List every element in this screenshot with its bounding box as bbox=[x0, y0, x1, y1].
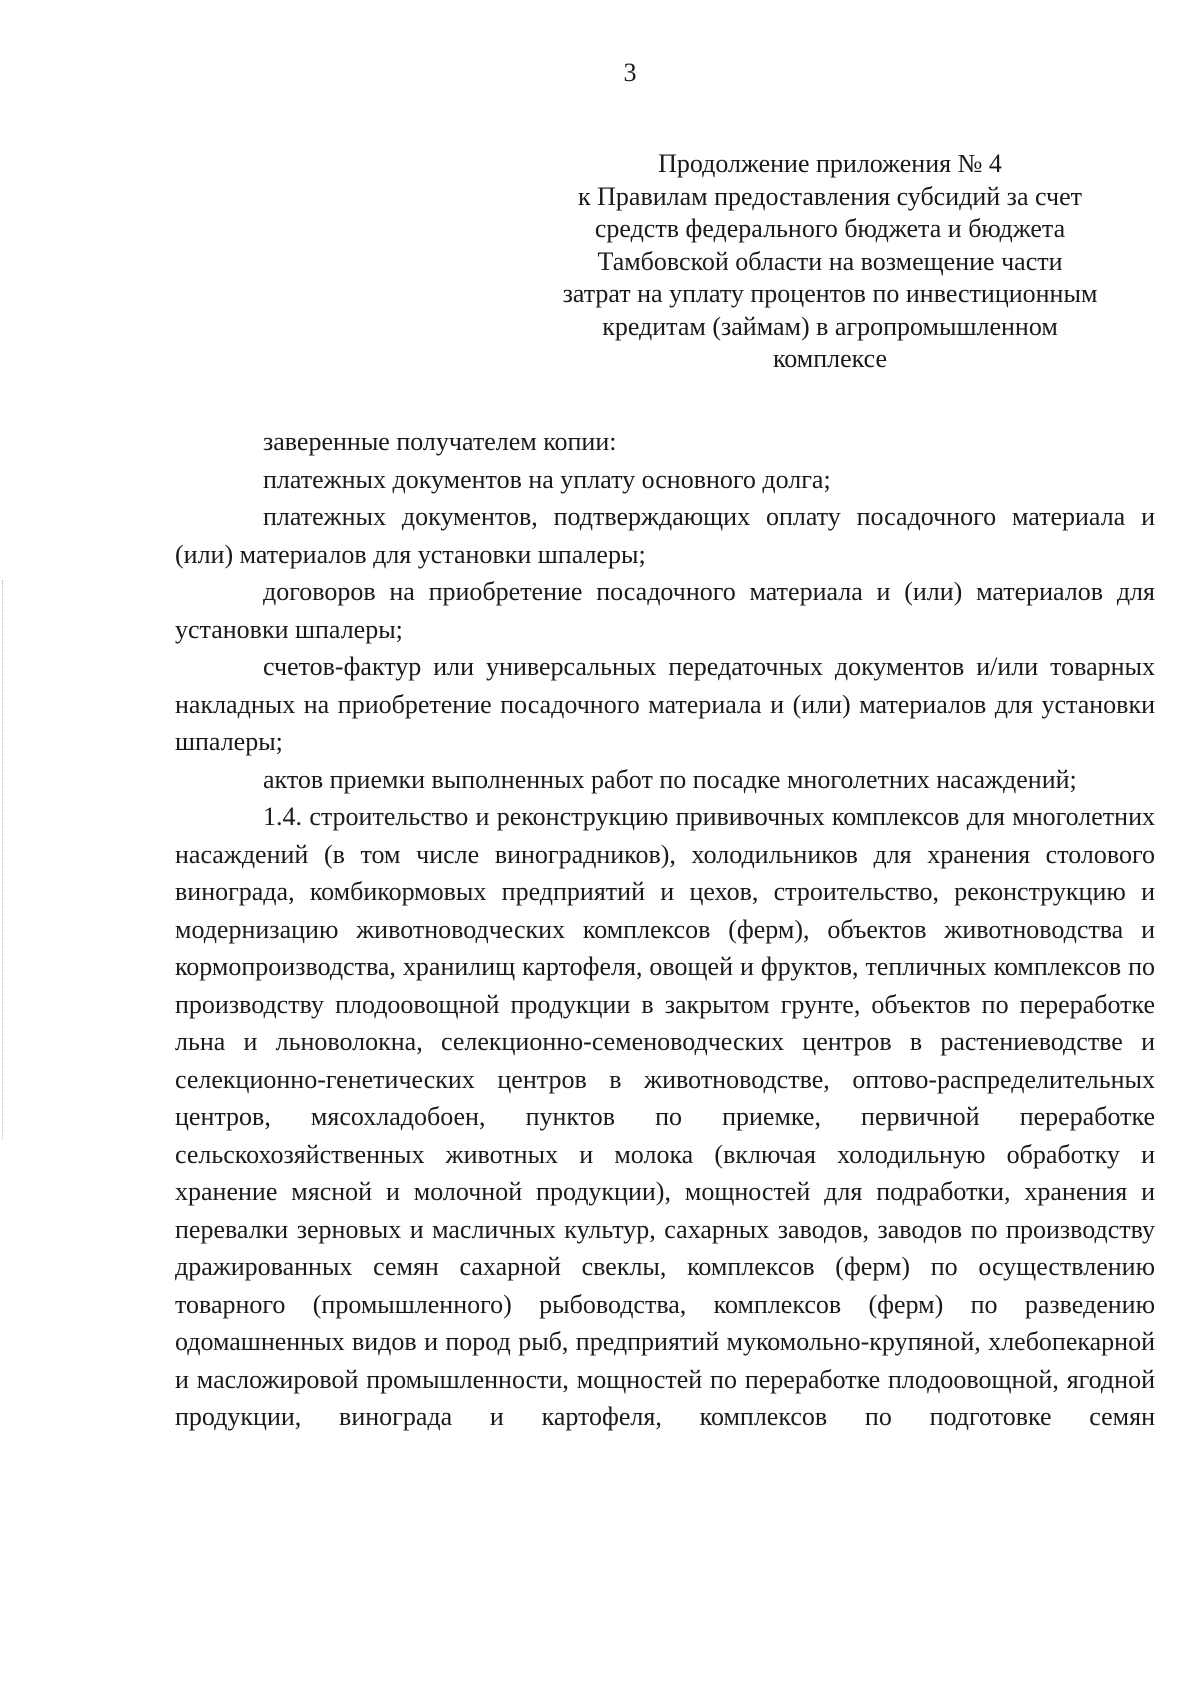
appendix-header-line: Продолжение приложения № 4 bbox=[658, 149, 1002, 178]
scan-edge-marks bbox=[2, 580, 6, 1140]
appendix-header-line: Тамбовской области на возмещение части bbox=[597, 246, 1063, 276]
appendix-header-line: затрат на уплату процентов по инвестиционным bbox=[562, 279, 1098, 308]
paragraph-certified-copies: заверенные получателем копии: bbox=[263, 427, 617, 456]
paragraph-payment-planting-material: платежных документов, подтверждающих оплату посадочного материала и (или) материалов для установки шпалеры; bbox=[175, 502, 1155, 569]
appendix-header-line: кредитам (займам) в агропромышленном bbox=[602, 311, 1058, 341]
appendix-header-line: средств федерального бюджета и бюджета bbox=[594, 214, 1066, 243]
document-body bbox=[175, 423, 1155, 1436]
paragraph-purchase-contracts: договоров на приобретение посадочного материала и (или) материалов для установки шпалеры; bbox=[175, 577, 1155, 644]
paragraph-payment-principal: платежных документов на уплату основного долга; bbox=[263, 464, 831, 494]
appendix-header-line: комплексе bbox=[772, 344, 888, 373]
page-number: 3 bbox=[623, 58, 637, 87]
appendix-header-line: к Правилам предоставления субсидий за счет bbox=[578, 181, 1082, 211]
paragraph-acceptance-acts: актов приемки выполненных работ по посадке многолетних насаждений; bbox=[263, 764, 1077, 794]
paragraph-invoices: счетов-фактур или универсальных передаточных документов и/или товарных накладных на приобретение посадочного материала и (или) материалов для установки шпалеры; bbox=[175, 652, 1155, 756]
paragraph-item-1-4: 1.4. строительство и реконструкцию прививочных комплексов для многолетних насаждений (в том числе виноградников), холодильников для хранения столового винограда, комбикормовых предприятий и цехов, строительство, реконструкцию и модернизацию животноводческих комплексов (ферм), объектов животноводства и кормопроизводства, хранилищ картофеля, овощей и фруктов, тепличных комплексов по производству плодоовощной продукции в закрытом грунте, объектов по переработке льна и льноволокна, селекционно-семеноводческих центров в растениеводстве и селекционно-генетических центров в животноводстве, оптово-распределительных центров, мясохладобоен, пунктов по приемке, первичной переработке сельскохозяйственных животных и молока (включая холодильную обработку и хранение мясной и молочной продукции), мощностей для подработки, хранения и перевалки зерновых и масличных культур, сахарных заводов, заводов по производству дражированных семян сахарной свеклы, комплексов (ферм) по осуществлению товарного (промышленного) рыбоводства, комплексов (ферм) по разведению одомашненных видов и пород рыб, предприятий мукомольно-крупяной, хлебопекарной и масложировой промышленности, мощностей по переработке плодоовощной, ягодной продукции, винограда и картофеля, комплексов по подготовке семян bbox=[175, 802, 1155, 1431]
appendix-header bbox=[560, 148, 1100, 376]
